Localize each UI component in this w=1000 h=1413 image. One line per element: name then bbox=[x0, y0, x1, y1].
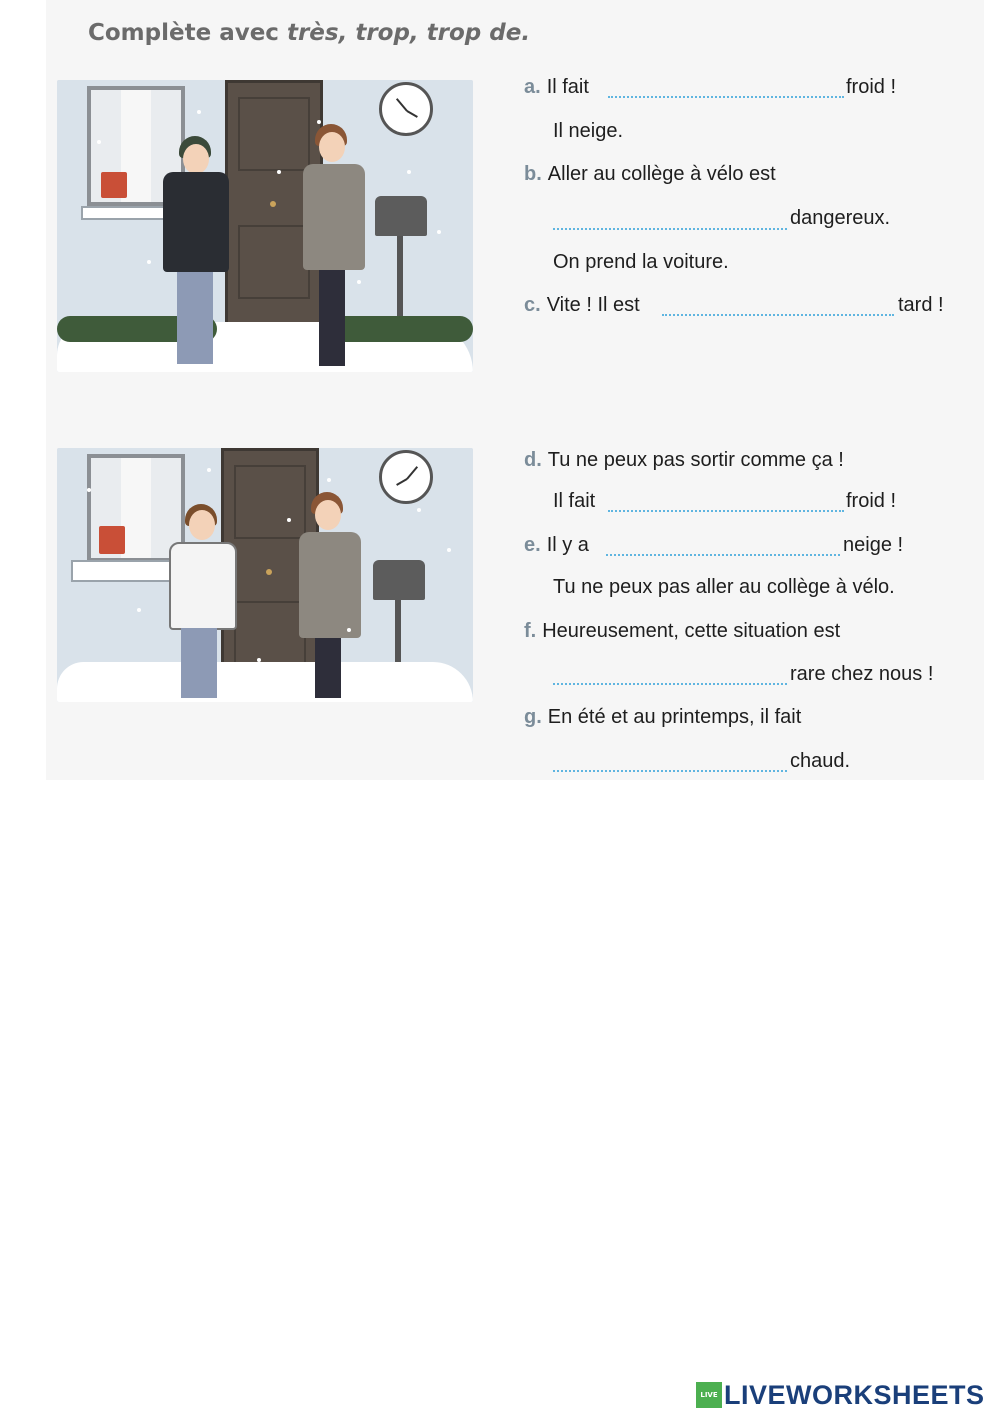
exercise-title bbox=[88, 20, 530, 46]
exercise-e-after: neige ! bbox=[843, 534, 904, 556]
flower-pot bbox=[101, 172, 127, 198]
live-badge-text: LIVE bbox=[700, 1391, 718, 1399]
exercise-c-after: tard ! bbox=[898, 294, 944, 316]
exercise-b-line3: On prend la voiture. bbox=[553, 251, 729, 273]
answer-blank-a[interactable] bbox=[608, 96, 844, 98]
answer-blank-d[interactable] bbox=[608, 510, 844, 512]
exercise-g-after: chaud. bbox=[790, 750, 851, 772]
exercise-text: En été et au printemps, il fait bbox=[547, 706, 802, 728]
brand-name: LIVEWORKSHEETS bbox=[724, 1379, 985, 1410]
answer-blank-c[interactable] bbox=[662, 314, 894, 316]
answer-blank-g[interactable] bbox=[553, 770, 787, 772]
wall-clock bbox=[379, 82, 433, 136]
exercise-letter: c. bbox=[524, 294, 541, 316]
exercise-c bbox=[524, 294, 640, 317]
exercise-text: Heureusement, cette situation est bbox=[542, 620, 841, 642]
exercise-b bbox=[524, 163, 776, 186]
exercise-letter: b. bbox=[524, 163, 542, 185]
exercise-letter: e. bbox=[524, 534, 541, 556]
exercise-letter: a. bbox=[524, 76, 541, 98]
live-badge bbox=[696, 1382, 722, 1408]
exercise-text: Vite ! Il est bbox=[546, 294, 640, 316]
exercise-letter: g. bbox=[524, 706, 542, 728]
flower-pot bbox=[99, 526, 125, 554]
exercise-b-after: dangereux. bbox=[790, 207, 891, 229]
exercise-text: Aller au collège à vélo est bbox=[547, 163, 776, 185]
exercise-d-after: froid ! bbox=[846, 490, 897, 512]
answer-blank-f[interactable] bbox=[553, 683, 787, 685]
exercise-d-line2: Il fait bbox=[553, 490, 596, 512]
exercise-letter: d. bbox=[524, 449, 542, 471]
wall-clock bbox=[379, 450, 433, 504]
title-words: très, trop, trop de. bbox=[286, 20, 531, 46]
exercise-a bbox=[524, 76, 589, 99]
answer-blank-e[interactable] bbox=[606, 554, 840, 556]
mailbox bbox=[373, 560, 425, 600]
exercise-text: Il fait bbox=[546, 76, 589, 98]
illustration-winter-scene-2 bbox=[57, 448, 473, 702]
exercise-f bbox=[524, 620, 840, 643]
exercise-f-after: rare chez nous ! bbox=[790, 663, 934, 685]
mailbox bbox=[375, 196, 427, 236]
exercise-g bbox=[524, 706, 801, 729]
exercise-text: Tu ne peux pas sortir comme ça ! bbox=[547, 449, 844, 471]
exercise-d bbox=[524, 449, 844, 472]
exercise-e-line2: Tu ne peux pas aller au collège à vélo. bbox=[553, 576, 895, 598]
exercise-a-after: froid ! bbox=[846, 76, 897, 98]
liveworksheets-logo bbox=[696, 1380, 985, 1410]
exercise-letter: f. bbox=[524, 620, 537, 642]
exercise-e bbox=[524, 534, 589, 557]
exercise-a-line2: Il neige. bbox=[553, 120, 624, 142]
exercise-text: Il y a bbox=[546, 534, 589, 556]
title-prefix: Complète avec bbox=[88, 20, 287, 46]
answer-blank-b[interactable] bbox=[553, 228, 787, 230]
illustration-winter-scene-1 bbox=[57, 80, 473, 372]
